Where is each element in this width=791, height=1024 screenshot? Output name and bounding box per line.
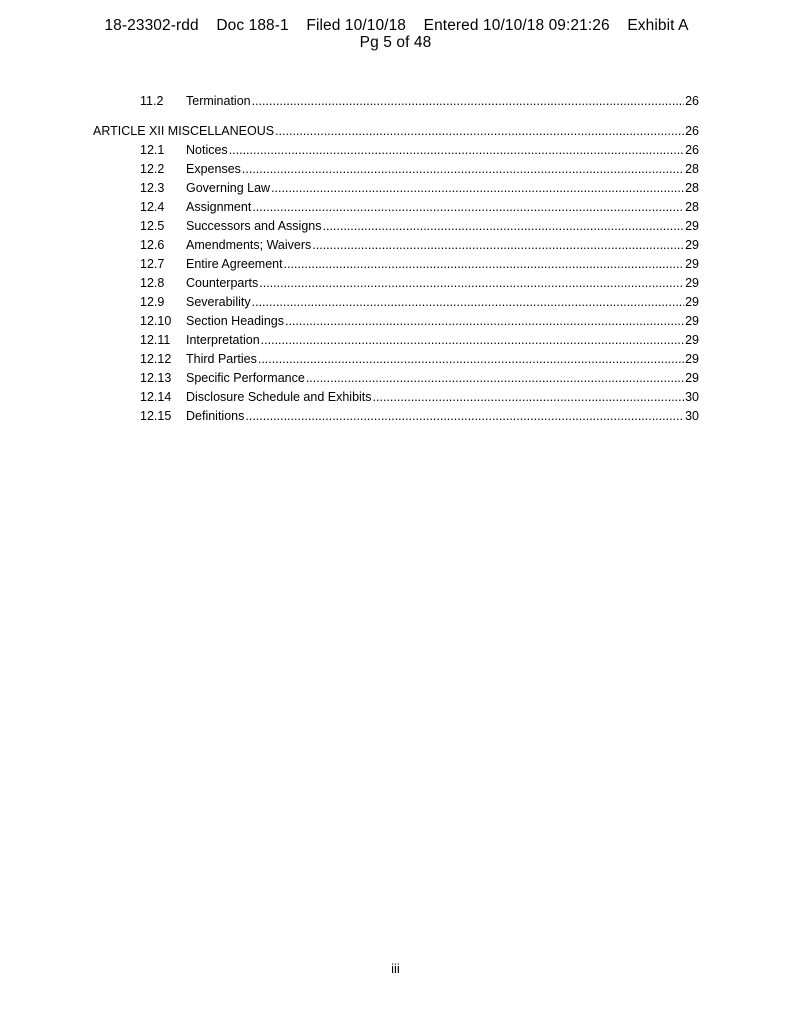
dot-leader bbox=[242, 161, 684, 177]
toc-page: 29 bbox=[685, 333, 699, 347]
dot-leader bbox=[252, 199, 684, 215]
dot-leader bbox=[261, 332, 684, 348]
dot-leader bbox=[271, 180, 684, 196]
toc-title: Termination bbox=[186, 94, 251, 108]
dot-leader bbox=[312, 237, 684, 253]
toc-number: 12.2 bbox=[140, 162, 165, 176]
toc-entry-12-2[interactable] bbox=[140, 161, 699, 177]
toc-entry-12-8[interactable] bbox=[140, 275, 699, 291]
toc-number: 12.11 bbox=[140, 333, 171, 347]
filing-info: 18-23302-rdd Doc 188-1 Filed 10/10/18 Entered 10/10/18 09:21:26 Exhibit A bbox=[104, 17, 689, 34]
dot-leader bbox=[258, 351, 684, 367]
dot-leader bbox=[252, 93, 684, 109]
toc-number: 12.10 bbox=[140, 314, 172, 328]
toc-page: 29 bbox=[685, 371, 699, 385]
toc-number: 12.1 bbox=[140, 143, 165, 157]
toc-page: 26 bbox=[685, 124, 699, 138]
toc-title: Counterparts bbox=[186, 276, 259, 290]
toc-page: 29 bbox=[685, 238, 699, 252]
toc-page: 28 bbox=[685, 200, 699, 214]
toc-page: 28 bbox=[685, 181, 699, 195]
toc-number: 12.4 bbox=[140, 200, 165, 214]
toc-title: Expenses bbox=[186, 162, 241, 176]
toc-title: Section Headings bbox=[186, 314, 284, 328]
toc-title: Third Parties bbox=[186, 352, 257, 366]
toc-entry-12-7[interactable] bbox=[140, 256, 699, 272]
toc-page: 26 bbox=[685, 143, 699, 157]
toc-entry-11-2[interactable] bbox=[140, 93, 699, 109]
toc-number: 12.7 bbox=[140, 257, 165, 271]
toc-number: 12.8 bbox=[140, 276, 165, 290]
dot-leader bbox=[259, 275, 684, 291]
toc-title: Interpretation bbox=[186, 333, 260, 347]
page-count: Pg 5 of 48 bbox=[359, 34, 432, 51]
toc-title: Entire Agreement bbox=[186, 257, 283, 271]
toc-entry-12-3[interactable] bbox=[140, 180, 699, 196]
dot-leader bbox=[275, 123, 684, 139]
toc-number: 12.13 bbox=[140, 371, 172, 385]
dot-leader bbox=[323, 218, 685, 234]
toc-entry-article-xii[interactable] bbox=[93, 123, 699, 139]
toc-title: Severability bbox=[186, 295, 251, 309]
toc-entry-12-6[interactable] bbox=[140, 237, 699, 253]
dot-leader bbox=[285, 313, 684, 329]
toc-entry-12-12[interactable] bbox=[140, 351, 699, 367]
toc-entry-12-1[interactable] bbox=[140, 142, 699, 158]
toc-title: Notices bbox=[186, 143, 228, 157]
toc-entry-12-11[interactable] bbox=[140, 332, 699, 348]
toc-page: 30 bbox=[685, 390, 699, 404]
toc-entry-12-10[interactable] bbox=[140, 313, 699, 329]
toc-title: Definitions bbox=[186, 409, 245, 423]
page-number: iii bbox=[391, 961, 400, 976]
toc-title: Assignment bbox=[186, 200, 252, 214]
toc-entry-12-13[interactable] bbox=[140, 370, 699, 386]
toc-entry-12-5[interactable] bbox=[140, 218, 699, 234]
dot-leader bbox=[245, 408, 684, 424]
toc-page: 26 bbox=[685, 94, 699, 108]
dot-leader bbox=[229, 142, 684, 158]
toc-number: 11.2 bbox=[140, 94, 164, 108]
toc-page: 29 bbox=[685, 295, 699, 309]
toc-title: Governing Law bbox=[186, 181, 271, 195]
toc-page: 29 bbox=[685, 314, 699, 328]
toc-page: 28 bbox=[685, 162, 699, 176]
toc-number: 12.9 bbox=[140, 295, 165, 309]
toc-number: 12.14 bbox=[140, 390, 172, 404]
toc-entry-12-4[interactable] bbox=[140, 199, 699, 215]
toc-title: Amendments; Waivers bbox=[186, 238, 312, 252]
toc-title: Successors and Assigns bbox=[186, 219, 322, 233]
toc-page: 29 bbox=[685, 352, 699, 366]
toc-entry-12-14[interactable] bbox=[140, 389, 699, 405]
dot-leader bbox=[373, 389, 685, 405]
dot-leader bbox=[284, 256, 685, 272]
toc-number: 12.12 bbox=[140, 352, 172, 366]
toc-number: 12.5 bbox=[140, 219, 165, 233]
toc-title: Disclosure Schedule and Exhibits bbox=[186, 390, 372, 404]
document-header bbox=[0, 17, 791, 51]
toc-entry-12-9[interactable] bbox=[140, 294, 699, 310]
dot-leader bbox=[252, 294, 684, 310]
toc-title: ARTICLE XII MISCELLANEOUS bbox=[93, 124, 275, 138]
toc-page: 29 bbox=[685, 219, 699, 233]
toc-number: 12.3 bbox=[140, 181, 165, 195]
toc-entry-12-15[interactable] bbox=[140, 408, 699, 424]
toc-page: 29 bbox=[685, 257, 699, 271]
dot-leader bbox=[306, 370, 684, 386]
toc-page: 29 bbox=[685, 276, 699, 290]
toc-number: 12.15 bbox=[140, 409, 172, 423]
toc-page: 30 bbox=[685, 409, 699, 423]
toc-number: 12.6 bbox=[140, 238, 165, 252]
toc-title: Specific Performance bbox=[186, 371, 305, 385]
